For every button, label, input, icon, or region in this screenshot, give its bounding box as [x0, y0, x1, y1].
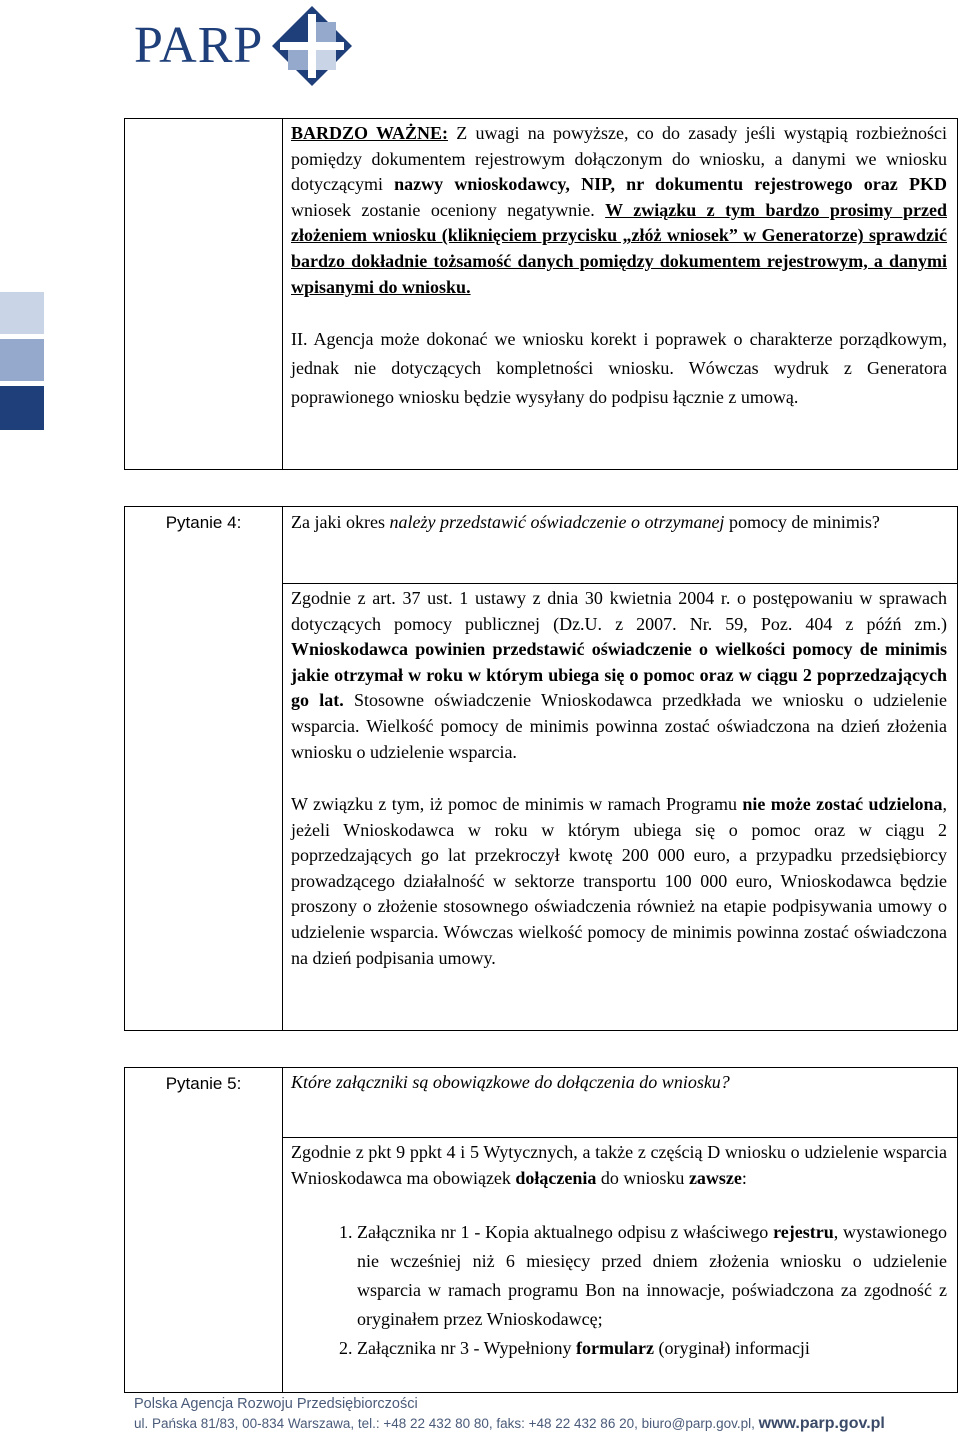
attachments-list	[291, 1218, 947, 1363]
list-item: 2. Załącznika nr 3 - Wypełniony formularz (oryginał) informacji	[357, 1334, 947, 1363]
question-4-table	[124, 506, 958, 1031]
footer-contact	[134, 1415, 885, 1433]
footer-org-name: Polska Agencja Rozwoju Przedsiębiorczości	[134, 1396, 418, 1412]
question-5-answer: Zgodnie z pkt 9 ppkt 4 i 5 Wytycznych, a także z częścią D wniosku o udzielenie wsparcia Wnioskodawca ma obowiązek dołączenia do wniosku zawsze:	[291, 1142, 947, 1188]
table-continuation	[124, 118, 958, 470]
side-decoration-dark	[0, 386, 44, 430]
side-decoration-mid	[0, 339, 44, 381]
important-note: BARDZO WAŻNE: Z uwagi na powyższe, co do zasady jeśli wystąpią rozbieżności pomiędzy dokumentem rejestrowym dołączonym do wniosku, a danymi we wniosku dotyczącymi nazwy wnioskodawcy, NIP, nr dokumentu rejestrowego oraz PKD wniosek zostanie oceniony negatywnie. W związku z tym bardzo prosimy przed złożeniem wniosku (kliknięciem przycisku „złóż wniosek” w Generatorze) sprawdzić bardzo dokładnie tożsamość danych pomiędzy dokumentem rejestrowym, a danymi wpisanymi do wniosku.	[291, 123, 947, 297]
logo-cross-icon	[272, 6, 352, 86]
side-decoration-light	[0, 292, 44, 334]
important-lead: BARDZO WAŻNE:	[291, 123, 448, 143]
footer-address: ul. Pańska 81/83, 00-834 Warszawa, tel.: +48 22 432 80 80, faks: +48 22 432 86 20, biuro@parp.gov.pl,	[134, 1416, 759, 1431]
question-4-answer: Zgodnie z art. 37 ust. 1 ustawy z dnia 30 kwietnia 2004 r. o postępowaniu w sprawach dotyczących pomocy publicznej (Dz.U. z 2007. Nr. 59, Poz. 404 z późń zm.) Wnioskodawca powinien przedstawić oświadczenie o wielkości pomocy de minimis jakie otrzymał w roku w którym ubiega się o pomoc oraz w ciągu 2 poprzedzających go lat. Stosowne oświadczenie Wnioskodawca przedkłada we wniosku o udzielenie wsparcia. Wielkość pomocy de minimis powinna zostać oświadczona na dzień złożenia wniosku o udzielenie wsparcia.	[291, 588, 947, 762]
parp-logo	[134, 6, 364, 76]
agency-correction-note: II. Agencja może dokonać we wniosku korekt i poprawek o charakterze porządkowym, jednak nie dotyczących kompletności wniosku. Wówczas wydruk z Generatora poprawionego wniosku będzie wysyłany do podpisu łącznie z umową.	[291, 329, 947, 407]
question-5-text: Które załączniki są obowiązkowe do dołączenia do wniosku?	[291, 1072, 730, 1092]
footer-url-link[interactable]: www.parp.gov.pl	[758, 1415, 885, 1432]
question-5-label: Pytanie 5:	[165, 1074, 242, 1093]
question-4-label: Pytanie 4:	[165, 513, 242, 532]
list-item: 1. Załącznika nr 1 - Kopia aktualnego odpisu z właściwego rejestru, wystawionego nie wcześniej niż 6 miesięcy przed dniem złożenia wniosku o udzielenie wsparcia w ramach programu Bon na innowacje, poświadczona za zgodność z oryginałem przez Wnioskodawcę;	[357, 1218, 947, 1334]
question-4-text: Za jaki okres należy przedstawić oświadczenie o otrzymanej pomocy de minimis?	[291, 512, 880, 532]
question-4-answer-2: W związku z tym, iż pomoc de minimis w ramach Programu nie może zostać udzielona, jeżeli Wnioskodawca w roku w którym ubiega się o pomoc oraz w ciągu 2 poprzedzających go lat przekroczył kwotę 200 000 euro, a przypadku przedsiębiorcy prowadzącego działalność w sektorze transportu 100 000 euro, Wnioskodawca będzie proszony o złożenie stosownego oświadczenia również na etapie podpisywania umowy o udzielenie wsparcia. Wówczas wielkość pomocy de minimis powinna zostać oświadczona na dzień podpisania umowy.	[291, 794, 947, 968]
question-5-table	[124, 1067, 958, 1393]
logo-text: PARP	[134, 17, 264, 74]
